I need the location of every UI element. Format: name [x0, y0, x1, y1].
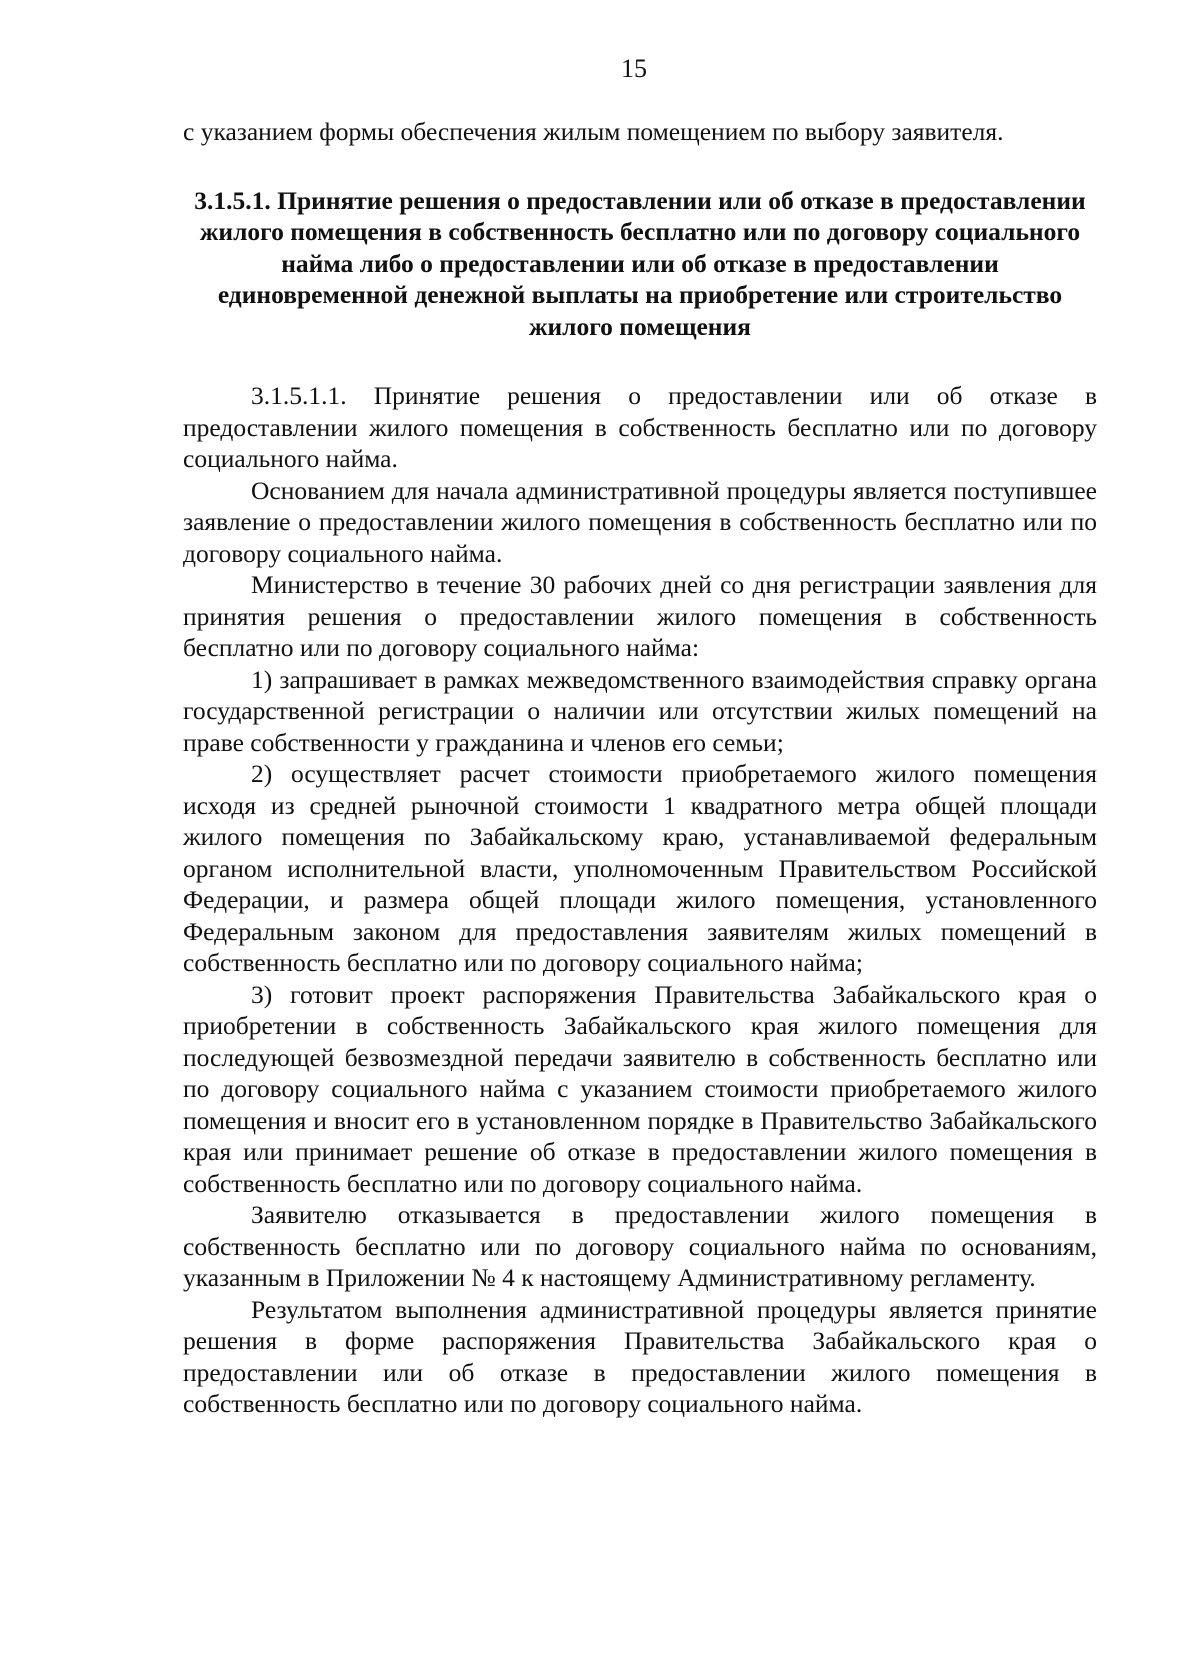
- paragraph-ministry-deadline: Министерство в течение 30 рабочих дней со дня регистрации заявления для принятия решения о предоставлении жилого помещения в собственность бесплатно или по договору социального найма:: [183, 570, 1097, 662]
- list-item-1: 1) запрашивает в рамках межведомственного взаимодействия справку органа государственной регистрации о наличии или отсутствии жилых помещений на праве собственности у гражданина и членов его семьи;: [183, 664, 1097, 757]
- section-heading: 3.1.5.1. Принятие решения о предоставлении или об отказе в предоставлении жилого помещения в собственность бесплатно или по договору социального найма либо о предоставлении или об отказе в предоставлении единовременной денежной выплаты на приобретение или строительство жилого помещения: [194, 185, 1086, 341]
- paragraph-basis: Основанием для начала административной процедуры является поступившее заявление о предоставлении жилого помещения в собственность бесплатно или по договору социального найма.: [183, 475, 1097, 568]
- paragraph-3-1-5-1-1: 3.1.5.1.1. Принятие решения о предоставлении или об отказе в предоставлении жилого помещения в собственность бесплатно или по договору социального найма.: [183, 381, 1097, 473]
- document-body: [183, 116, 1097, 1420]
- list-item-3: 3) готовит проект распоряжения Правительства Забайкальского края о приобретении в собственность Забайкальского края жилого помещения для последующей безвозмездной передачи заявителю в собственность бесплатно или по договору социального найма с указанием стоимости приобретаемого жилого помещения и вносит его в установленном порядке в Правительство Забайкальского края или принимает решение об отказе в предоставлении жилого помещения в собственность бесплатно или по договору социального найма.: [183, 979, 1097, 1198]
- list-item-2: 2) осуществляет расчет стоимости приобретаемого жилого помещения исходя из средней рыночной стоимости 1 квадратного метра общей площади жилого помещения по Забайкальскому краю, устанавливаемой федеральным органом исполнительной власти, уполномоченным Правительством Российской Федерации, и размера общей площади жилого помещения, установленного Федеральным законом для предоставления заявителям жилых помещений в собственность бесплатно или по договору социального найма;: [183, 759, 1097, 977]
- page-number: 15: [621, 54, 647, 83]
- paragraph-result: Результатом выполнения административной процедуры является принятие решения в форме распоряжения Правительства Забайкальского края о предоставлении или об отказе в предоставлении жилого помещения в собственность бесплатно или по договору социального найма.: [183, 1294, 1097, 1418]
- continuation-text: с указанием формы обеспечения жилым помещением по выбору заявителя.: [183, 117, 1004, 146]
- paragraph-refusal-grounds: Заявителю отказывается в предоставлении жилого помещения в собственность бесплатно или по договору социального найма по основаниям, указанным в Приложении № 4 к настоящему Административному регламенту.: [183, 1200, 1097, 1292]
